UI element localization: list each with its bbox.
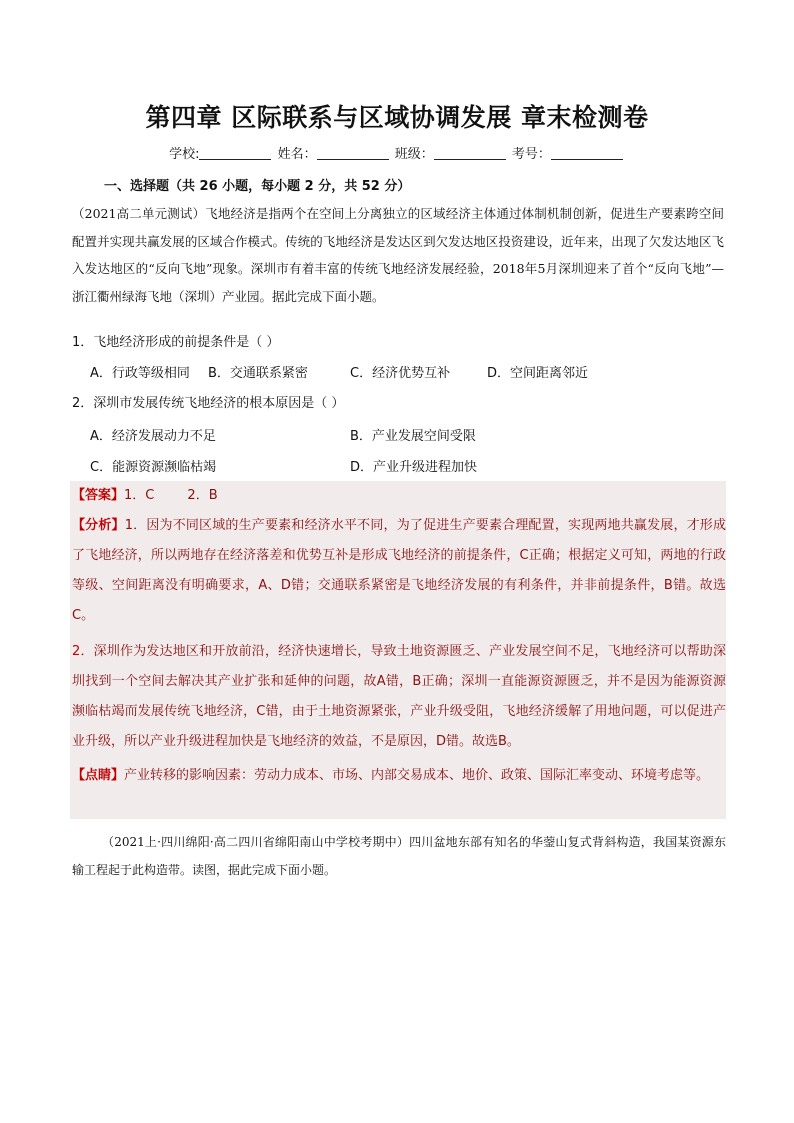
question-stem-1: （2021高二单元测试）飞地经济是指两个在空间上分离独立的区域经济主体通过体制机制创新，促进生产要素跨空间配置并实现共赢发展的区域合作模式。传统的飞地经济是发达区到欠发达地区投资建设，近年来，出现了欠发达地区飞入发达地区的“反向飞地”现象。深圳市有着丰富的传统飞地经济发展经验，2018年5月深圳迎来了首个“反向飞地”—浙江衢州绿海飞地（深圳）产业园。据此完成下面小题。 (72, 206, 724, 304)
q1-option-c: C．经济优势互补 (350, 366, 451, 381)
question-stem-2: （2021上·四川绵阳·高二四川省绵阳南山中学校考期中）四川盆地东部有知名的华蓥山复式背斜构造，我国某资源东输工程起于此构造带。读图，据此完成下面小题。 (72, 835, 726, 877)
q2-option-d: D．产业升级进程加快 (350, 460, 478, 475)
q1-option-d: D．空间距离邻近 (487, 366, 589, 381)
analysis-text-2: 深圳作为发达地区和开放前沿，经济快速增长，导致土地资源匮乏、产业发展空间不足，飞地经济可以帮助深圳找到一个空间去解决其产业扩张和延伸的问题，故A错，B正确；深圳一直能源资源匮乏，并不是因为能源资源濒临枯竭而发展传统飞地经济，C错，由于土地资源紧张，产业升级受阻，飞地经济缓解了用地问题，可以促进产业升级，所以产业升级进程加快是飞地经济的效益，不是原因，D错。故选B。 (72, 644, 726, 749)
q2-option-b: B．产业发展空间受限 (350, 429, 476, 444)
exam-no-blank[interactable] (551, 147, 623, 160)
q2-option-c: C．能源资源濒临枯竭 (90, 460, 217, 475)
answer-tag: 【答案】 (72, 488, 125, 503)
exam-no-label: 考号： (511, 147, 551, 162)
school-blank[interactable] (199, 147, 271, 160)
q1-option-b: B．交通联系紧密 (208, 366, 308, 381)
page-title: 第四章 区际联系与区域协调发展 章末检测卷 (145, 103, 649, 132)
analysis-number-2: 2． (72, 644, 94, 659)
student-info-line (0, 143, 794, 162)
tip-text: 产业转移的影响因素：劳动力成本、市场、内部交易成本、地价、政策、国际汇率变动、环境考虑等。 (124, 768, 710, 783)
name-blank[interactable] (317, 147, 389, 160)
question-1: 1．飞地经济形成的前提条件是（ ） (72, 335, 280, 350)
answer-line (72, 481, 726, 511)
question-2: 2．深圳市发展传统飞地经济的根本原因是（ ） (72, 396, 345, 411)
tip-tag: 【点睛】 (72, 768, 125, 783)
analysis-paragraph-2 (72, 637, 726, 757)
answer-text: 1．C 2．B (124, 488, 218, 503)
section-header: 一、选择题（共 26 小题，每小题 2 分，共 52 分） (104, 179, 411, 194)
analysis-paragraph-1 (72, 511, 726, 631)
q1-option-a: A．行政等级相同 (90, 366, 190, 381)
school-label: 学校: (169, 147, 200, 162)
analysis-text-1: 1．因为不同区域的生产要素和经济水平不同，为了促进生产要素合理配置，实现两地共赢发展，才形成了飞地经济，所以两地存在经济落差和优势互补是形成飞地经济的前提条件，C正确；根据定义可知，两地的行政等级、空间距离没有明确要求，A、D错；交通联系紧密是飞地经济发展的有利条件，并非前提条件，B错。故选C。 (72, 518, 726, 623)
name-label: 姓名： (277, 147, 317, 162)
tip-paragraph (72, 761, 726, 791)
q2-option-a: A．经济发展动力不足 (90, 429, 216, 444)
class-blank[interactable] (434, 147, 506, 160)
class-label: 班级： (394, 147, 434, 162)
analysis-tag: 【分析】 (72, 518, 125, 533)
